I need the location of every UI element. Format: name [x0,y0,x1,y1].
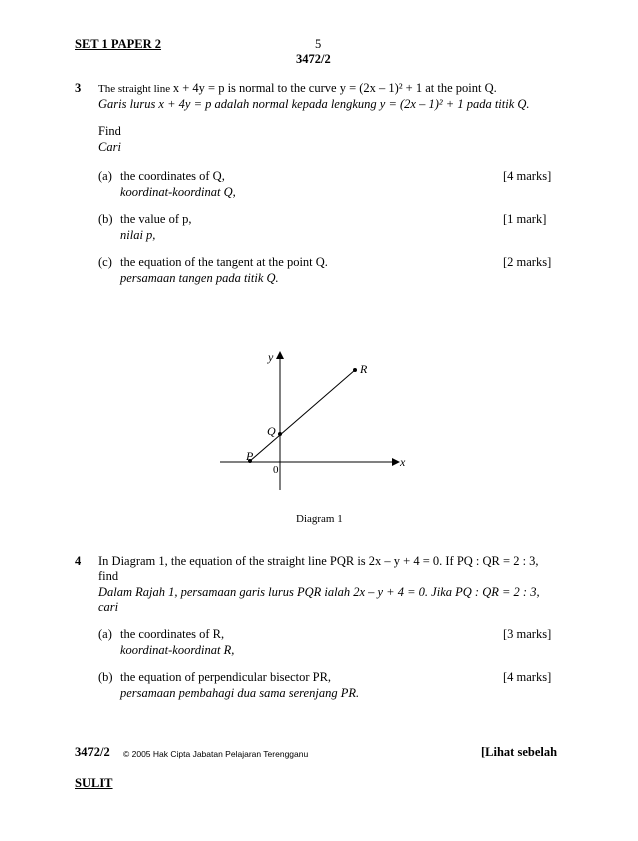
q4-part-a-en: the coordinates of R, [120,627,225,641]
paper-code: 3472/2 [296,52,331,66]
q3-part-c-label: (c) [98,255,112,269]
question-4-find-ms: cari [98,600,119,614]
q3-part-c-marks: [2 marks] [503,255,552,269]
q4-part-a-marks: [3 marks] [503,627,552,641]
q3-part-a-marks: [4 marks] [503,169,552,183]
question-4-text-en: In Diagram 1, the equation of the straight line PQR is 2x – y + 4 = 0. If PQ : QR = 2 : 3, [98,554,539,568]
question-4-text-ms: Dalam Rajah 1, persamaan garis lurus PQR ialah 2x – y + 4 = 0. Jika PQ : QR = 2 : 3, [98,585,540,599]
line-pqr [250,370,355,461]
q4-part-b-marks: [4 marks] [503,670,552,684]
q3-part-b-ms: nilai p, [120,228,156,242]
q4-part-b-label: (b) [98,670,113,684]
point-r [353,368,357,372]
q3-part-b-en: the value of p, [120,212,192,226]
header-set-label: SET 1 PAPER 2 [75,37,162,51]
q3-part-c-en: the equation of the tangent at the point Q. [120,255,328,269]
label-origin: 0 [273,464,279,476]
question-4-find-en: find [98,569,119,583]
label-p: P [246,449,254,463]
q3-part-b-label: (b) [98,212,113,226]
footer-code: 3472/2 [75,745,110,759]
footer-copyright: © 2005 Hak Cipta Jabatan Pelajaran Terengganu [123,749,309,759]
footer-sulit: SULIT [75,776,113,790]
q3-prefix: The straight line [98,83,173,95]
q3-find-ms: Cari [98,140,121,154]
page-number: 5 [315,37,322,51]
q3-math: x + 4y = p is normal to the curve y = (2x – 1)² + 1 at the point Q. [172,81,497,95]
label-y: y [268,350,274,364]
q3-part-b-marks: [1 mark] [503,212,547,226]
diagram-caption: Diagram 1 [296,513,343,525]
label-q: Q [267,424,276,438]
label-r: R [360,362,368,376]
q4-part-a-ms: koordinat-koordinat R, [120,643,235,657]
q4-part-a-label: (a) [98,627,112,641]
point-q [278,432,282,436]
q3-part-a-en: the coordinates of Q, [120,169,225,183]
q3-part-a-label: (a) [98,169,112,183]
diagram-1 [210,345,410,495]
question-3-number: 3 [75,81,82,95]
q3-part-c-ms: persamaan tangen pada titik Q. [120,271,279,285]
q3-find-en: Find [98,124,121,138]
label-x: x [400,455,406,469]
question-3-text-ms: Garis lurus x + 4y = p adalah normal kepada lengkung y = (2x – 1)² + 1 pada titik Q. [98,97,530,111]
q4-part-b-en: the equation of perpendicular bisector PR, [120,670,332,684]
footer-turn-page: [Lihat sebelah [481,745,558,759]
q3-part-a-ms: koordinat-koordinat Q, [120,185,236,199]
question-4-number: 4 [75,554,82,568]
q4-part-b-ms: persamaan pembahagi dua sama serenjang PR. [120,686,360,700]
question-3-text-en [98,81,497,96]
